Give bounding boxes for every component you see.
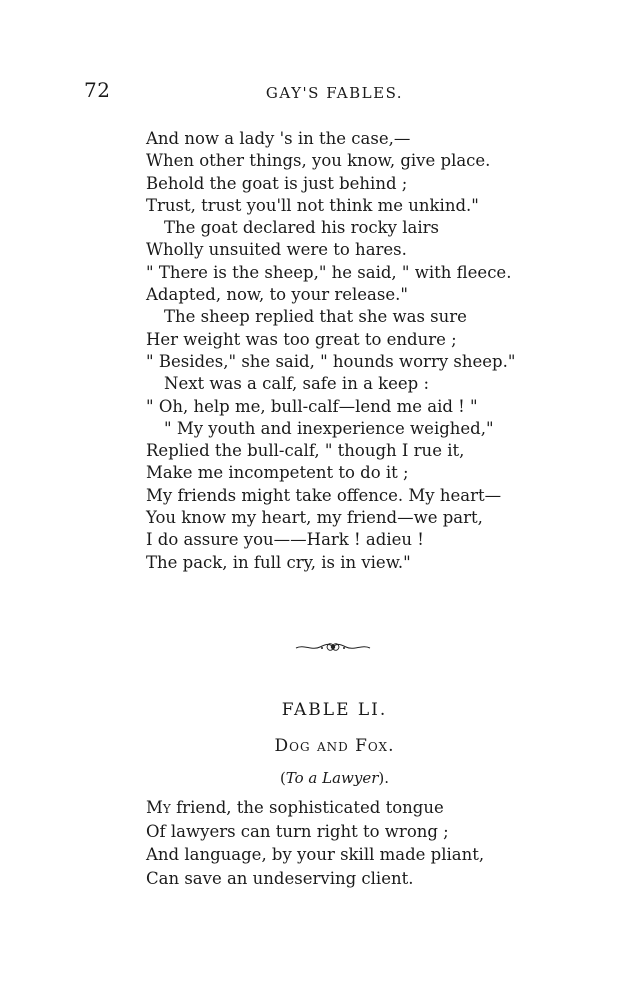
verse-block bbox=[146, 128, 566, 574]
dedication-open: ( bbox=[279, 769, 286, 787]
verse-line: You know my heart, my friend—we part, bbox=[146, 508, 483, 528]
verse-line: Replied the bull-calf, " though I rue it, bbox=[146, 441, 465, 461]
verse-line: Wholly unsuited were to hares. bbox=[146, 240, 407, 260]
verse-line: Can save an undeserving client. bbox=[146, 868, 414, 888]
dedication-close: ). bbox=[378, 769, 390, 787]
verse-line: When other things, you know, give place. bbox=[146, 151, 491, 171]
verse-line: My friends might take offence. My heart— bbox=[146, 485, 502, 505]
verse-line: The pack, in full cry, is in view." bbox=[146, 552, 411, 572]
verse-line: Make me incompetent to do it ; bbox=[146, 463, 409, 483]
verse-line: Next was a calf, safe in a keep : bbox=[164, 374, 430, 394]
drop-word: My bbox=[146, 798, 171, 817]
page-number: 72 bbox=[84, 78, 111, 102]
verse-line: Of lawyers can turn right to wrong ; bbox=[146, 821, 449, 841]
fable-title: Dog and Fox. bbox=[274, 736, 395, 756]
running-head: GAY'S FABLES. bbox=[265, 84, 404, 102]
verse-line: And now a lady 's in the case,— bbox=[146, 129, 411, 148]
verse-line bbox=[146, 796, 566, 820]
verse-line: " Besides," she said, " hounds worry sheep." bbox=[146, 351, 516, 371]
verse-line: Behold the goat is just behind ; bbox=[146, 173, 408, 193]
verse-line: Adapted, now, to your release." bbox=[146, 285, 408, 305]
verse-line: I do assure you——Hark ! adieu ! bbox=[146, 530, 424, 550]
verse-line: And language, by your skill made pliant, bbox=[146, 845, 485, 864]
fable-verse-block bbox=[146, 796, 566, 890]
fable-number: FABLE LI. bbox=[281, 700, 388, 720]
verse-line: The goat declared his rocky lairs bbox=[164, 218, 439, 238]
dedication-text: To a Lawyer bbox=[285, 769, 379, 787]
verse-line: " Oh, help me, bull-calf—lend me aid ! " bbox=[146, 396, 478, 416]
verse-line: " There is the sheep," he said, " with fleece. bbox=[146, 262, 512, 282]
verse-line: " My youth and inexperience weighed," bbox=[164, 418, 494, 438]
printers-flourish-ornament-icon bbox=[294, 640, 372, 654]
verse-line-rest: friend, the sophisticated tongue bbox=[170, 798, 444, 817]
verse-line: The sheep replied that she was sure bbox=[164, 307, 467, 327]
verse-line: Her weight was too great to endure ; bbox=[146, 329, 457, 349]
verse-line: Trust, trust you'll not think me unkind." bbox=[146, 195, 479, 215]
fable-dedication bbox=[0, 769, 625, 787]
